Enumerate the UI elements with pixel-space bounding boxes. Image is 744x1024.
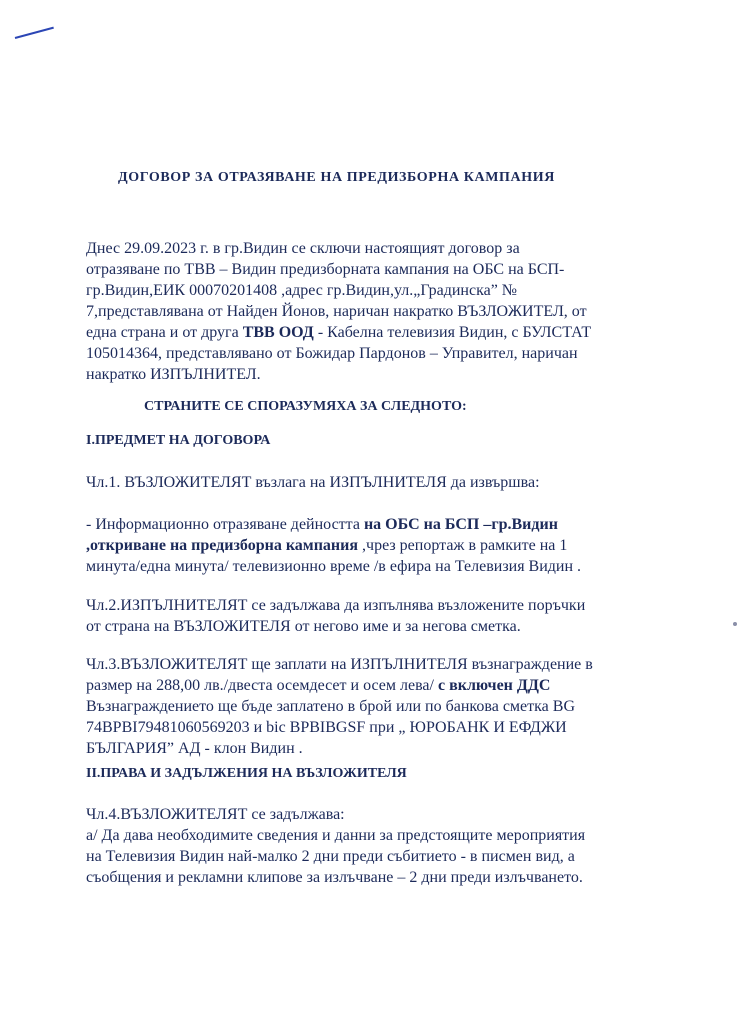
article-1-text: Чл.1. ВЪЗЛОЖИТЕЛЯТ възлага на ИЗПЪЛНИТЕЛЯ да извършва:	[86, 474, 540, 491]
info-paragraph	[86, 514, 726, 577]
article-3	[86, 654, 726, 759]
article-3-line: Възнаграждението ще бъде заплатено в брой или по банкова сметка BG	[86, 698, 575, 715]
info-line: минута/една минута/ телевизионно време /в ефира на Телевизия Видин .	[86, 558, 582, 575]
article-2	[86, 595, 726, 637]
info-line	[86, 535, 726, 556]
article-3-line: 74BPBI79481060569203 и bic BPBIBGSF при „ ЮРОБАНК И ЕФДЖИ	[86, 719, 567, 736]
section-2-heading: II.ПРАВА И ЗАДЪЛЖЕНИЯ НА ВЪЗЛОЖИТЕЛЯ	[86, 766, 407, 781]
article-4-line: съобщения и рекламни клипове за излъчване – 2 дни преди излъчването.	[86, 869, 583, 886]
info-text: - Информационно отразяване дейността	[86, 516, 364, 533]
article-2-line: Чл.2.ИЗПЪЛНИТЕЛЯТ се задължава да изпълнява възложените поръчки	[86, 597, 586, 614]
article-3-line: БЪЛГАРИЯ” АД - клон Видин .	[86, 740, 303, 757]
intro-paragraph	[86, 238, 726, 385]
contractor-name: ТВВ ООД	[242, 324, 314, 341]
article-3-line	[86, 675, 726, 696]
intro-line: гр.Видин,ЕИК 00070201408 ,адрес гр.Видин,ул.„Градинска” №	[86, 282, 518, 299]
intro-line: накратко ИЗПЪЛНИТЕЛ.	[86, 366, 261, 383]
intro-line: 7,представлявана от Найден Йонов, наричан накратко ВЪЗЛОЖИТЕЛ, от	[86, 303, 587, 320]
article-4-line: на Телевизия Видин най-малко 2 дни преди събитието - в писмен вид, а	[86, 848, 575, 865]
pen-stroke-mark	[15, 27, 54, 39]
intro-text: една страна и от друга	[86, 324, 243, 341]
article-4-line: Чл.4.ВЪЗЛОЖИТЕЛЯТ се задължава:	[86, 806, 345, 823]
intro-line: отразяване по ТВВ – Видин предизборната кампания на ОБС на БСП-	[86, 261, 565, 278]
info-bold: ,откриване на предизборна кампания	[86, 537, 359, 554]
article-3-text: размер на 288,00 лв./двеста осемдесет и осем лева/	[86, 677, 438, 694]
intro-line: 105014364, представлявано от Божидар Пардонов – Управител, наричан	[86, 345, 578, 362]
document-title: ДОГОВОР ЗА ОТРАЗЯВАНЕ НА ПРЕДИЗБОРНА КАМПАНИЯ	[118, 170, 555, 185]
intro-line	[86, 322, 726, 343]
intro-line: Днес 29.09.2023 г. в гр.Видин се сключи настоящият договор за	[86, 240, 520, 257]
info-text: ,чрез репортаж в рамките на 1	[358, 537, 568, 554]
article-4	[86, 804, 726, 888]
intro-text: - Кабелна телевизия Видин, с БУЛСТАТ	[313, 324, 592, 341]
info-line	[86, 514, 726, 535]
article-4-line: а/ Да дава необходимите сведения и данни за предстоящите мероприятия	[86, 827, 586, 844]
article-3-line: Чл.3.ВЪЗЛОЖИТЕЛЯТ ще заплати на ИЗПЪЛНИТЕЛЯ възнаграждение в	[86, 656, 593, 673]
section-1-heading: I.ПРЕДМЕТ НА ДОГОВОРА	[86, 433, 271, 448]
scan-dot-mark	[733, 622, 737, 626]
article-1	[86, 472, 726, 493]
vat-included: с включен ДДС	[437, 677, 551, 694]
agreement-heading: СТРАНИТЕ СЕ СПОРАЗУМЯХА ЗА СЛЕДНОТО:	[144, 399, 467, 414]
info-bold: на ОБС на БСП –гр.Видин	[363, 516, 558, 533]
article-2-line: от страна на ВЪЗЛОЖИТЕЛЯ от негово име и за негова сметка.	[86, 618, 521, 635]
